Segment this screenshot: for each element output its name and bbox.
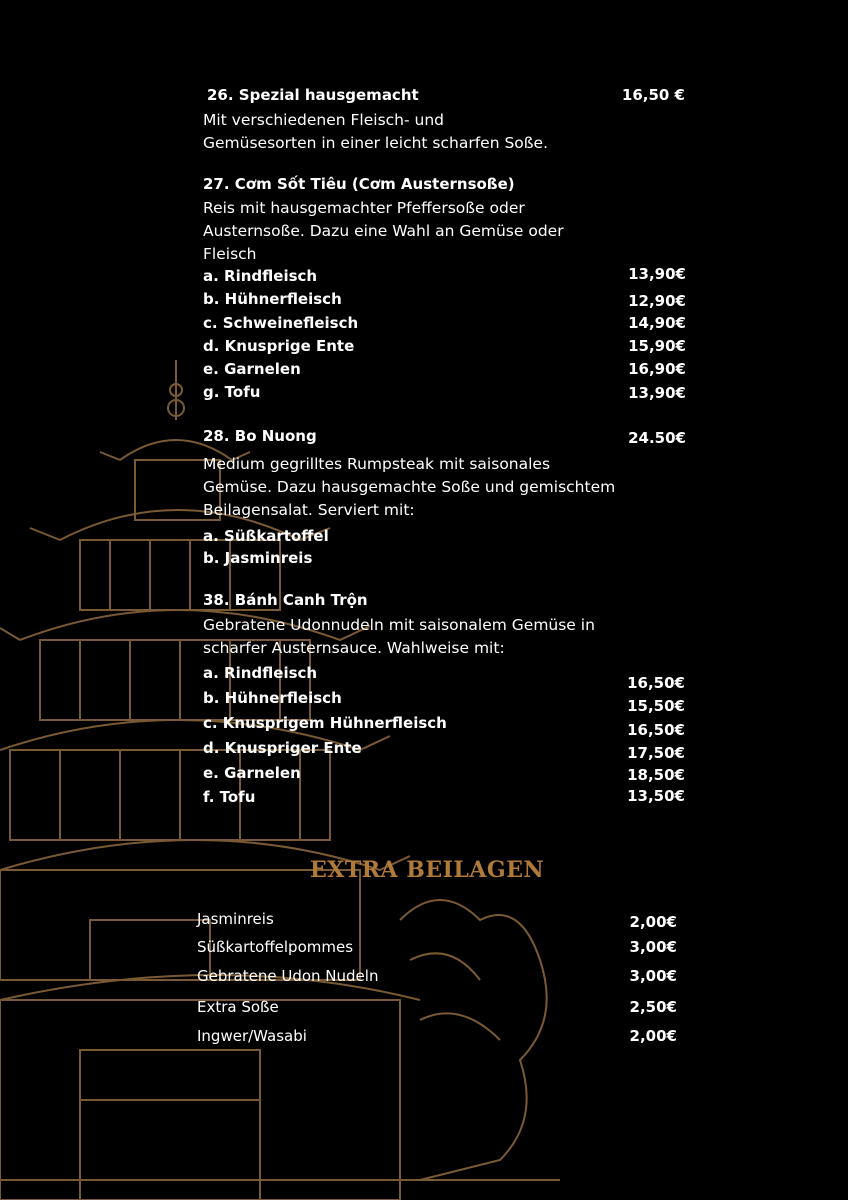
item-38-option: d. Knuspriger Ente <box>203 739 362 757</box>
item-38-option-price: 16,50€ <box>627 674 685 692</box>
item-26-desc-2: Gemüsesorten in einer leicht scharfen Soße. <box>203 134 549 152</box>
item-28-option: a. Süßkartoffel <box>203 527 329 545</box>
item-27-option-price: 13,90€ <box>628 384 686 402</box>
item-27-desc-1: Reis mit hausgemachter Pfeffersoße oder <box>203 199 525 217</box>
item-27-option: b. Hühnerfleisch <box>203 290 342 308</box>
item-38-option: f. Tofu <box>203 788 256 806</box>
extra-item-price: 2,00€ <box>629 1027 677 1045</box>
extra-item: Extra Soße <box>197 998 279 1016</box>
item-26-title: 26. Spezial hausgemacht <box>207 86 419 104</box>
item-38-option-price: 16,50€ <box>627 721 685 739</box>
item-38-option-price: 15,50€ <box>627 697 685 715</box>
item-27-desc-2: Austernsoße. Dazu eine Wahl an Gemüse oder <box>203 222 564 240</box>
extra-item-price: 2,00€ <box>629 913 677 931</box>
extra-item-price: 2,50€ <box>629 998 677 1016</box>
item-27-option-price: 16,90€ <box>628 360 686 378</box>
item-27-option: a. Rindfleisch <box>203 267 318 285</box>
item-27-option: c. Schweinefleisch <box>203 314 359 332</box>
item-27-option-price: 15,90€ <box>628 337 686 355</box>
item-27-option-price: 13,90€ <box>628 265 686 283</box>
item-27-option: g. Tofu <box>203 383 261 401</box>
item-38-option-price: 17,50€ <box>627 744 685 762</box>
item-27-title: 27. Cơm Sốt Tiêu (Cơm Austernsoße) <box>203 175 515 193</box>
extra-item: Gebratene Udon Nudeln <box>197 967 379 985</box>
item-38-option: a. Rindfleisch <box>203 664 318 682</box>
item-38-option: c. Knusprigem Hühnerfleisch <box>203 714 447 732</box>
item-26-price: 16,50 € <box>621 86 685 104</box>
item-27-option: e. Garnelen <box>203 360 301 378</box>
item-38-option: b. Hühnerfleisch <box>203 689 342 707</box>
item-38-title: 38. Bánh Canh Trộn <box>203 591 368 609</box>
item-27-option-price: 14,90€ <box>628 314 686 332</box>
extra-item: Jasminreis <box>197 910 274 928</box>
item-28-price: 24.50€ <box>628 429 686 447</box>
item-28-desc-2: Gemüse. Dazu hausgemachte Soße und gemischtem <box>203 478 616 496</box>
item-28-option: b. Jasminreis <box>203 549 313 567</box>
item-27-option: d. Knusprige Ente <box>203 337 355 355</box>
item-28-title: 28. Bo Nuong <box>203 427 317 445</box>
extra-item: Süßkartoffelpommes <box>197 938 354 956</box>
extra-item-price: 3,00€ <box>629 967 677 985</box>
extras-section-title: EXTRA BEILAGEN <box>310 857 545 883</box>
item-28-desc-1: Medium gegrilltes Rumpsteak mit saisonales <box>203 455 551 473</box>
extra-item-price: 3,00€ <box>629 938 677 956</box>
item-38-option-price: 18,50€ <box>627 766 685 784</box>
item-27-desc-3: Fleisch <box>203 245 257 263</box>
item-38-desc-1: Gebratene Udonnudeln mit saisonalem Gemüse in <box>203 616 595 634</box>
item-38-option: e. Garnelen <box>203 764 301 782</box>
item-28-desc-3: Beilagensalat. Serviert mit: <box>203 501 415 519</box>
item-26-desc-1: Mit verschiedenen Fleisch- und <box>203 111 445 129</box>
item-38-option-price: 13,50€ <box>627 787 685 805</box>
item-38-desc-2: scharfer Austernsauce. Wahlweise mit: <box>203 639 505 657</box>
item-27-option-price: 12,90€ <box>628 292 686 310</box>
extra-item: Ingwer/Wasabi <box>197 1027 307 1045</box>
